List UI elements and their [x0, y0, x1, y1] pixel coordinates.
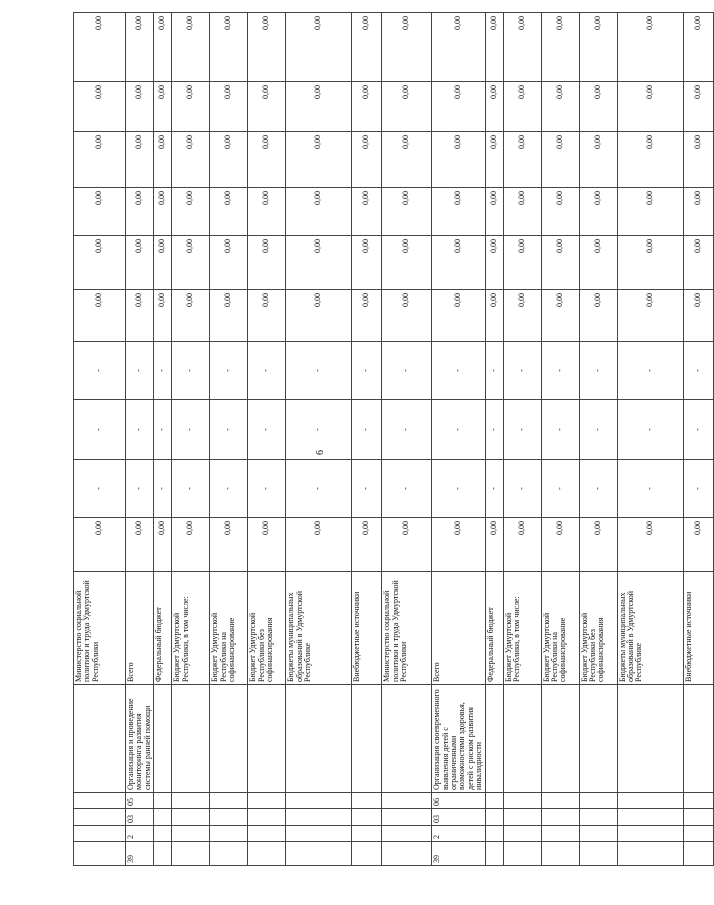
table-cell — [248, 809, 286, 826]
table-cell — [74, 793, 126, 809]
table-cell: - — [74, 342, 126, 400]
table-cell: 0,00 — [172, 132, 210, 188]
table-cell: 0,00 — [683, 188, 713, 236]
table-cell: 0,00 — [382, 82, 432, 132]
table-row — [154, 13, 172, 866]
table-cell: 0,00 — [617, 518, 683, 572]
table-cell: Федеральный бюджет — [485, 572, 503, 685]
table-cell: 0,00 — [617, 132, 683, 188]
table-cell: 0,00 — [210, 290, 248, 342]
table-cell: Внебюджетные источники — [352, 572, 382, 685]
table-row — [126, 13, 154, 866]
table-cell — [74, 826, 126, 842]
budget-table — [73, 12, 714, 866]
table-cell — [579, 809, 617, 826]
table-cell: 0,00 — [126, 82, 154, 132]
table-cell: 0,00 — [503, 188, 541, 236]
table-cell: 0,00 — [382, 132, 432, 188]
table-cell: 0,00 — [286, 82, 352, 132]
table-cell: 0,00 — [382, 13, 432, 82]
table-cell: 0,00 — [352, 518, 382, 572]
table-cell: 0,00 — [154, 13, 172, 82]
table-cell: 0,00 — [683, 13, 713, 82]
table-cell — [286, 826, 352, 842]
table-cell — [683, 685, 713, 793]
table-cell — [485, 793, 503, 809]
table-cell — [74, 842, 126, 866]
table-cell — [210, 842, 248, 866]
table-cell: 0,00 — [382, 188, 432, 236]
table-cell: Всего — [432, 572, 485, 685]
table-cell: 0,00 — [74, 290, 126, 342]
table-cell: - — [432, 460, 485, 518]
table-cell: 0,00 — [352, 236, 382, 290]
table-cell: 0,00 — [126, 236, 154, 290]
table-cell — [210, 793, 248, 809]
table-cell — [683, 793, 713, 809]
table-cell: 0,00 — [286, 13, 352, 82]
table-cell: 0,00 — [541, 188, 579, 236]
table-cell: Министерство социальной политики и труда Удмуртской Республики — [382, 572, 432, 685]
table-cell — [210, 685, 248, 793]
table-cell: 0,00 — [172, 518, 210, 572]
table-cell: - — [286, 460, 352, 518]
table-cell — [154, 809, 172, 826]
table-cell: - — [432, 342, 485, 400]
table-cell: 0,00 — [126, 132, 154, 188]
table-row — [432, 13, 485, 866]
table-cell — [382, 826, 432, 842]
table-cell: Внебюджетные источники — [683, 572, 713, 685]
table-cell: 0,00 — [503, 290, 541, 342]
table-cell: 0,00 — [617, 188, 683, 236]
table-cell: 0,00 — [382, 290, 432, 342]
table-cell: 0,00 — [126, 290, 154, 342]
table-cell: 0,00 — [617, 236, 683, 290]
table-cell: 0,00 — [683, 236, 713, 290]
table-cell: Министерство социальной политики и труда Удмуртской Республики — [74, 572, 126, 685]
table-cell — [382, 685, 432, 793]
table-cell: 0,00 — [617, 82, 683, 132]
table-cell: 0,00 — [74, 518, 126, 572]
table-cell: 0,00 — [485, 236, 503, 290]
table-cell: - — [579, 400, 617, 460]
table-cell — [503, 826, 541, 842]
table-cell: 0,00 — [248, 290, 286, 342]
table-row — [286, 13, 352, 866]
table-cell: - — [172, 460, 210, 518]
table-cell: 0,00 — [154, 82, 172, 132]
table-cell: - — [485, 400, 503, 460]
table-cell: - — [541, 400, 579, 460]
table-cell: 0,00 — [286, 236, 352, 290]
budget-table-container — [73, 16, 702, 866]
table-cell: 0,00 — [74, 13, 126, 82]
table-cell: - — [172, 400, 210, 460]
table-cell — [172, 826, 210, 842]
table-cell — [541, 809, 579, 826]
table-cell: Всего — [126, 572, 154, 685]
table-cell — [485, 809, 503, 826]
table-row — [485, 13, 503, 866]
table-cell — [352, 809, 382, 826]
table-cell: - — [126, 460, 154, 518]
table-cell: 0,00 — [352, 132, 382, 188]
table-cell: - — [248, 342, 286, 400]
table-cell: 0,00 — [503, 518, 541, 572]
table-cell: 0,00 — [432, 13, 485, 82]
table-cell: 0,00 — [286, 188, 352, 236]
table-cell — [352, 826, 382, 842]
table-cell — [248, 842, 286, 866]
table-cell: - — [74, 460, 126, 518]
table-cell: 0,00 — [286, 290, 352, 342]
table-cell: - — [286, 400, 352, 460]
table-cell: - — [248, 460, 286, 518]
table-cell: 0,00 — [541, 13, 579, 82]
table-cell: 0,00 — [352, 188, 382, 236]
table-cell: 0,00 — [74, 188, 126, 236]
table-cell — [172, 842, 210, 866]
table-cell: 0,00 — [248, 518, 286, 572]
table-cell — [485, 826, 503, 842]
table-cell: 0,00 — [172, 236, 210, 290]
table-cell — [172, 793, 210, 809]
table-cell: 0,00 — [432, 236, 485, 290]
table-cell: 2 — [432, 826, 485, 842]
table-cell: Бюджеты муниципальных образований в Удмуртской Республике — [286, 572, 352, 685]
table-cell — [485, 685, 503, 793]
table-cell: 0,00 — [248, 188, 286, 236]
table-cell: - — [432, 400, 485, 460]
table-cell: - — [352, 460, 382, 518]
table-cell: 0,00 — [382, 518, 432, 572]
table-cell: 0,00 — [432, 82, 485, 132]
table-cell: 0,00 — [503, 132, 541, 188]
table-row — [579, 13, 617, 866]
table-cell — [352, 793, 382, 809]
table-body — [74, 13, 714, 866]
table-cell: - — [154, 460, 172, 518]
table-cell — [172, 685, 210, 793]
table-cell: 03 — [432, 809, 485, 826]
table-cell: 0,00 — [683, 518, 713, 572]
table-cell: 0,00 — [248, 82, 286, 132]
table-cell: 0,00 — [352, 82, 382, 132]
table-cell: 2 — [126, 826, 154, 842]
table-cell: 0,00 — [154, 290, 172, 342]
table-cell: 0,00 — [541, 290, 579, 342]
table-cell — [382, 809, 432, 826]
table-cell: 0,00 — [541, 132, 579, 188]
table-cell: - — [503, 460, 541, 518]
table-cell: 0,00 — [503, 82, 541, 132]
table-cell: - — [286, 342, 352, 400]
table-cell: 0,00 — [74, 82, 126, 132]
table-row — [248, 13, 286, 866]
table-cell: 0,00 — [432, 132, 485, 188]
table-cell: 0,00 — [541, 236, 579, 290]
table-cell: 0,00 — [210, 518, 248, 572]
table-cell: 0,00 — [579, 13, 617, 82]
table-row — [352, 13, 382, 866]
table-cell: - — [154, 342, 172, 400]
table-cell: 0,00 — [210, 188, 248, 236]
table-cell: 0,00 — [352, 290, 382, 342]
table-cell: 0,00 — [432, 188, 485, 236]
table-cell: 0,00 — [683, 290, 713, 342]
table-cell — [683, 809, 713, 826]
table-cell: 0,00 — [210, 236, 248, 290]
table-cell — [286, 809, 352, 826]
table-cell: 0,00 — [579, 132, 617, 188]
table-row — [541, 13, 579, 866]
table-cell: 0,00 — [286, 132, 352, 188]
table-cell: - — [352, 400, 382, 460]
table-cell: 0,00 — [432, 518, 485, 572]
table-cell: 0,00 — [154, 188, 172, 236]
table-cell: - — [683, 342, 713, 400]
table-cell: 0,00 — [74, 236, 126, 290]
table-cell — [154, 842, 172, 866]
table-cell — [248, 685, 286, 793]
table-cell: - — [579, 342, 617, 400]
table-cell — [154, 793, 172, 809]
table-cell: 03 — [126, 809, 154, 826]
table-cell: 39 — [432, 842, 485, 866]
table-cell: 0,00 — [210, 13, 248, 82]
table-cell: - — [352, 342, 382, 400]
table-cell — [210, 826, 248, 842]
table-cell: 0,00 — [683, 82, 713, 132]
table-cell — [286, 685, 352, 793]
table-cell: - — [382, 460, 432, 518]
table-cell: 06 — [432, 793, 485, 809]
table-cell: 0,00 — [432, 290, 485, 342]
table-cell — [485, 842, 503, 866]
table-cell: - — [541, 460, 579, 518]
table-cell — [579, 793, 617, 809]
table-cell: 0,00 — [579, 236, 617, 290]
table-cell: - — [683, 400, 713, 460]
table-cell — [541, 685, 579, 793]
table-cell: - — [617, 460, 683, 518]
table-cell: 39 — [126, 842, 154, 866]
rotated-table-frame — [73, 16, 702, 866]
table-cell: 0,00 — [382, 236, 432, 290]
table-cell — [352, 685, 382, 793]
table-cell: 0,00 — [485, 132, 503, 188]
table-cell: 0,00 — [485, 290, 503, 342]
table-row — [74, 13, 126, 866]
table-cell: Бюджет Удмуртской Республики, в том числе: — [503, 572, 541, 685]
table-cell: 0,00 — [579, 518, 617, 572]
table-cell — [154, 685, 172, 793]
table-cell: 0,00 — [248, 236, 286, 290]
table-cell: - — [617, 400, 683, 460]
table-row — [382, 13, 432, 866]
table-cell: Бюджет Удмуртской Республики на софинансирование — [210, 572, 248, 685]
table-cell: 0,00 — [286, 518, 352, 572]
table-cell: 0,00 — [485, 13, 503, 82]
table-cell: 0,00 — [579, 290, 617, 342]
table-cell — [503, 685, 541, 793]
table-cell: - — [382, 400, 432, 460]
table-cell — [382, 793, 432, 809]
table-cell — [172, 809, 210, 826]
table-cell: 0,00 — [683, 132, 713, 188]
table-cell — [503, 809, 541, 826]
table-cell — [617, 842, 683, 866]
table-cell: 0,00 — [172, 82, 210, 132]
table-cell: 0,00 — [74, 132, 126, 188]
table-cell: - — [485, 342, 503, 400]
table-cell: - — [579, 460, 617, 518]
table-cell: - — [74, 400, 126, 460]
table-cell: - — [503, 400, 541, 460]
table-cell: Организация и проведение мониторинга развития системы ранней помощи — [126, 685, 154, 793]
table-cell: 0,00 — [172, 188, 210, 236]
table-cell: 0,00 — [126, 518, 154, 572]
table-cell: 0,00 — [617, 13, 683, 82]
table-cell — [74, 809, 126, 826]
table-cell — [74, 685, 126, 793]
table-cell — [503, 793, 541, 809]
table-cell — [541, 842, 579, 866]
table-cell — [683, 842, 713, 866]
table-cell — [210, 809, 248, 826]
page-number-text: 6 — [314, 450, 326, 455]
table-cell: - — [541, 342, 579, 400]
table-cell — [617, 793, 683, 809]
table-cell — [248, 826, 286, 842]
table-cell — [617, 809, 683, 826]
table-cell: - — [683, 460, 713, 518]
table-cell — [617, 826, 683, 842]
table-cell: 0,00 — [485, 188, 503, 236]
table-cell: 0,00 — [210, 132, 248, 188]
table-cell — [286, 842, 352, 866]
table-cell: - — [485, 460, 503, 518]
table-cell: - — [382, 342, 432, 400]
table-cell: Бюджет Удмуртской Республики без софинансирования — [248, 572, 286, 685]
table-cell: - — [154, 400, 172, 460]
table-cell: 0,00 — [210, 82, 248, 132]
table-cell: - — [210, 460, 248, 518]
table-cell — [503, 842, 541, 866]
table-cell: - — [126, 400, 154, 460]
table-cell: - — [126, 342, 154, 400]
table-cell — [541, 826, 579, 842]
table-cell — [617, 685, 683, 793]
table-row — [172, 13, 210, 866]
table-row — [210, 13, 248, 866]
table-cell: 0,00 — [172, 13, 210, 82]
table-cell — [248, 793, 286, 809]
table-row — [617, 13, 683, 866]
table-row — [683, 13, 713, 866]
table-cell: 0,00 — [126, 188, 154, 236]
table-cell: 0,00 — [579, 82, 617, 132]
table-cell: Бюджет Удмуртской Республики без софинансирования — [579, 572, 617, 685]
table-cell: Бюджет Удмуртской Республики на софинансирование — [541, 572, 579, 685]
table-cell: - — [210, 400, 248, 460]
table-cell: 05 — [126, 793, 154, 809]
table-cell: 0,00 — [579, 188, 617, 236]
table-cell: 0,00 — [154, 518, 172, 572]
table-cell: Бюджеты муниципальных образований в Удмуртской Республике — [617, 572, 683, 685]
table-cell — [286, 793, 352, 809]
table-cell: 0,00 — [154, 132, 172, 188]
table-cell: - — [617, 342, 683, 400]
table-cell: 0,00 — [617, 290, 683, 342]
table-cell — [683, 826, 713, 842]
table-cell: - — [172, 342, 210, 400]
table-cell — [382, 842, 432, 866]
table-cell — [579, 685, 617, 793]
table-cell: 0,00 — [503, 236, 541, 290]
table-cell: 0,00 — [485, 518, 503, 572]
table-cell: Бюджет Удмуртской Республики, в том числе: — [172, 572, 210, 685]
table-cell: - — [503, 342, 541, 400]
table-cell: 0,00 — [248, 132, 286, 188]
table-cell: 0,00 — [172, 290, 210, 342]
table-cell: 0,00 — [352, 13, 382, 82]
table-cell — [352, 842, 382, 866]
table-cell: Федеральный бюджет — [154, 572, 172, 685]
table-cell: - — [248, 400, 286, 460]
table-cell: Организация своевременного выявления детей с ограниченными возможностями здоровья, детей с риском развития инвалидности — [432, 685, 485, 793]
table-cell: 0,00 — [485, 82, 503, 132]
table-cell: 0,00 — [126, 13, 154, 82]
table-cell: 0,00 — [154, 236, 172, 290]
table-cell — [541, 793, 579, 809]
table-cell: - — [210, 342, 248, 400]
table-cell — [579, 842, 617, 866]
table-cell: 0,00 — [541, 82, 579, 132]
table-cell — [579, 826, 617, 842]
table-cell: 0,00 — [503, 13, 541, 82]
table-cell: 0,00 — [541, 518, 579, 572]
table-row — [503, 13, 541, 866]
table-cell: 0,00 — [248, 13, 286, 82]
table-cell — [154, 826, 172, 842]
